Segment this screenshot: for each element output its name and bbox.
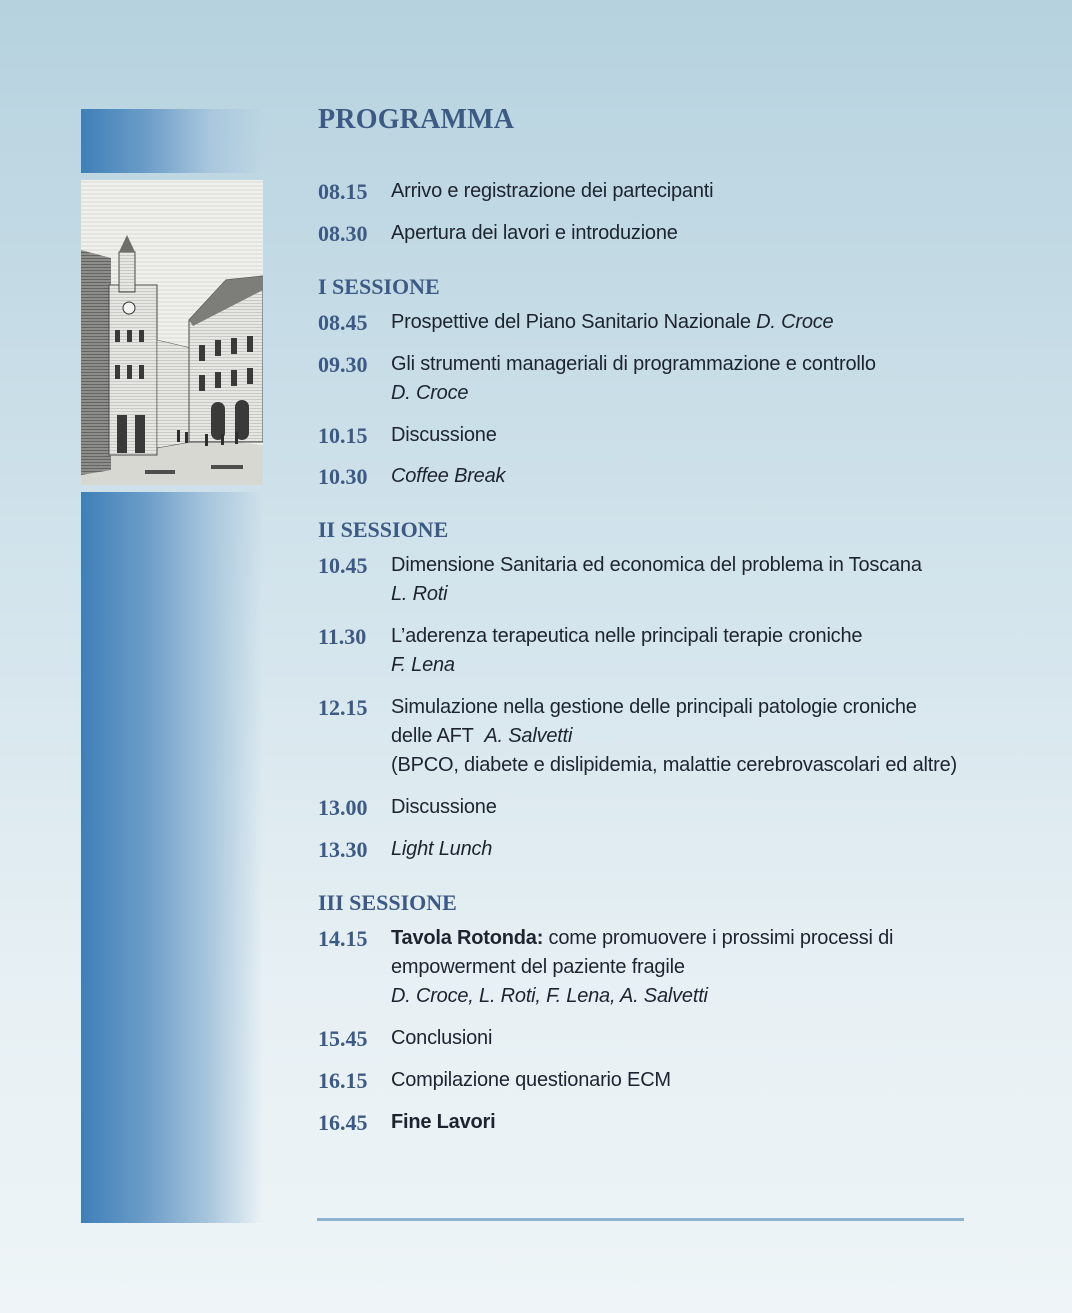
schedule-text: Tavola Rotonda: come promuovere i prossimi processi di empowerment del paziente fragile D. Croce, L. Roti, F. Lena, A. Salvetti — [391, 927, 894, 1007]
schedule-text: Discussione — [391, 796, 497, 818]
schedule-time: 12.15 — [318, 695, 368, 720]
speaker-name: D. Croce — [391, 382, 469, 404]
schedule-text: Conclusioni — [391, 1027, 493, 1049]
decorative-bar-bottom — [81, 492, 263, 1223]
schedule-text: Discussione — [391, 424, 497, 446]
schedule-time: 10.45 — [318, 553, 368, 578]
speaker-name: D. Croce — [756, 311, 834, 333]
schedule-time: 15.45 — [318, 1026, 368, 1051]
schedule-time: 16.15 — [318, 1068, 368, 1093]
session-title: III SESSIONE — [318, 890, 457, 915]
schedule-text: Compilazione questionario ECM — [391, 1069, 671, 1091]
town-square-engraving — [81, 180, 263, 485]
schedule-time: 11.30 — [318, 624, 367, 649]
schedule-text: Coffee Break — [391, 465, 506, 487]
session-title: II SESSIONE — [318, 517, 449, 542]
schedule-time: 13.00 — [318, 795, 368, 820]
decorative-bar-top — [81, 109, 263, 173]
bottom-divider — [317, 1218, 964, 1221]
schedule-text: Fine Lavori — [391, 1111, 496, 1133]
speaker-name: D. Croce, L. Roti, F. Lena, A. Salvetti — [391, 985, 708, 1007]
schedule-text: Simulazione nella gestione delle principali patologie croniche delle AFT A. Salvetti (BPCO, diabete e dislipidemia, malattie cerebrovascolari ed altre) — [391, 696, 957, 776]
schedule-time: 08.30 — [318, 221, 368, 246]
schedule-text: L’aderenza terapeutica nelle principali terapie croniche F. Lena — [391, 625, 863, 676]
speaker-name: F. Lena — [391, 654, 455, 676]
schedule-time: 08.45 — [318, 310, 368, 335]
schedule-time: 09.30 — [318, 352, 368, 377]
speaker-name: L. Roti — [391, 583, 448, 605]
schedule-note: (BPCO, diabete e dislipidemia, malattie cerebrovascolari ed altre) — [391, 754, 957, 776]
schedule-time: 14.15 — [318, 926, 368, 951]
session-title: I SESSIONE — [318, 274, 440, 299]
schedule-text: Light Lunch — [391, 838, 493, 860]
schedule-time: 10.30 — [318, 464, 368, 489]
schedule-text: Apertura dei lavori e introduzione — [391, 222, 678, 244]
schedule-time: 16.45 — [318, 1110, 368, 1135]
schedule-text: Arrivo e registrazione dei partecipanti — [391, 180, 714, 202]
schedule-text: Gli strumenti manageriali di programmazione e controllo D. Croce — [391, 353, 876, 404]
schedule-text: Dimensione Sanitaria ed economica del problema in Toscana L. Roti — [391, 554, 922, 605]
schedule-time: 13.30 — [318, 837, 368, 862]
page-title: PROGRAMMA — [318, 104, 515, 135]
schedule-text: Prospettive del Piano Sanitario Nazionale D. Croce — [391, 311, 834, 333]
schedule-time: 08.15 — [318, 179, 368, 204]
speaker-name: A. Salvetti — [484, 725, 573, 747]
schedule-time: 10.15 — [318, 423, 368, 448]
